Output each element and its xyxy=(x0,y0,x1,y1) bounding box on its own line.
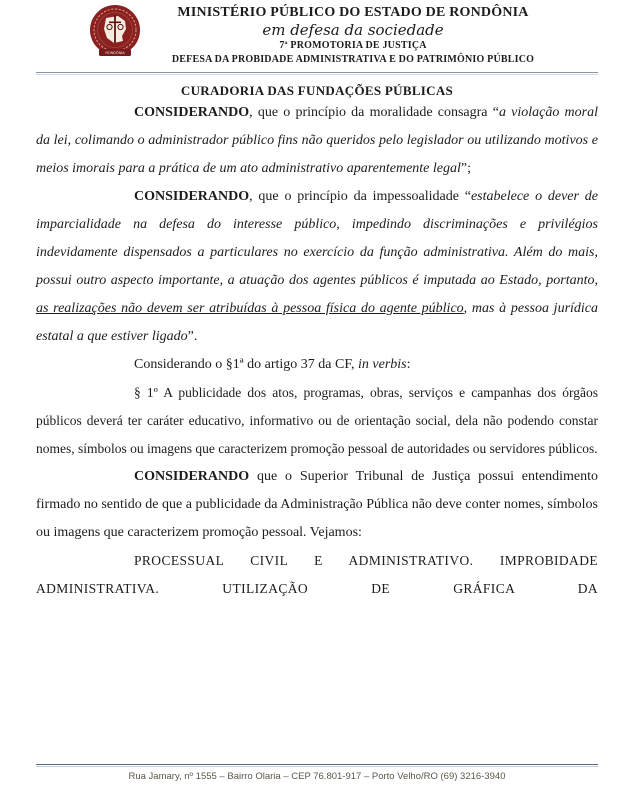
document-footer xyxy=(0,764,634,789)
text-run: CONSIDERANDO xyxy=(134,104,250,120)
text-run: ”. xyxy=(187,328,198,344)
header-text-block xyxy=(72,5,634,65)
paragraph-artigo-37 xyxy=(36,351,598,379)
text-run: , mas à pessoa jurídica estatal a que estiver ligado xyxy=(36,300,599,344)
division-line-1: 7ª PROMOTORIA DE JUSTIÇA xyxy=(279,40,427,52)
paragraph-stj xyxy=(36,463,598,547)
document-body xyxy=(0,99,634,603)
footer-address: Rua Jamary, nº 1555 – Bairro Olaria – CEP 76.801-917 – Porto Velho/RO (69) 3216-3940 xyxy=(128,771,506,782)
text-run: a violação moral da lei, colimando o administrador público fins não queridos pelo legislador ou utilizando motivos e meios imorais para a prática de um ato administrativo aparentemente legal xyxy=(36,104,598,176)
blockquote-ementa: PROCESSUAL CIVIL E ADMINISTRATIVO. IMPROBIDADE ADMINISTRATIVA. UTILIZAÇÃO DE GRÁFICA DA xyxy=(36,552,598,596)
text-run: CONSIDERANDO xyxy=(134,188,250,204)
text-run: in verbis xyxy=(358,356,407,372)
mp-rondonia-seal-icon xyxy=(84,3,146,59)
seal-banner-label: RONDÔNIA xyxy=(105,51,125,56)
text-run: estabelece o dever de imparcialidade na defesa do interesse público, impedindo discriminações e privilégios indevidamente dispensados a particulares no exercício da função administrativa. Além do mais, possui outro aspecto importante, a atuação dos agentes públicos é imputada ao Estado, portanto, xyxy=(36,188,598,288)
text-run: ”; xyxy=(460,160,471,176)
paragraph-impessoalidade xyxy=(36,183,598,351)
header-divider xyxy=(36,72,598,73)
text-run-underlined: as realizações não devem ser atribuídas à pessoa física do agente público xyxy=(36,300,464,316)
section-title: CURADORIA DAS FUNDAÇÕES PÚBLICAS xyxy=(180,82,454,98)
text-run: , que o princípio da moralidade consagra “ xyxy=(249,104,499,120)
org-motto: em defesa da sociedade xyxy=(262,20,444,39)
text-run: , que o princípio da impessoalidade “ xyxy=(249,188,471,204)
text-run: que o Superior Tribunal de Justiça possui entendimento firmado no sentido de que a publicidade da Administração Pública não deve conter nomes, símbolos ou imagens que caracterizem promoção pessoal. Vejamos: xyxy=(36,468,598,540)
text-run: CONSIDERANDO xyxy=(134,468,250,484)
document-header xyxy=(0,0,634,99)
division-line-2: DEFESA DA PROBIDADE ADMINISTRATIVA E DO PATRIMÔNIO PÚBLICO xyxy=(171,53,535,65)
blockquote-paragrafo-1: § 1º A publicidade dos atos, programas, obras, serviços e campanhas dos órgãos públicos deverá ter caráter educativo, informativo ou de orientação social, dela não podendo constar nomes, símbolos ou imagens que caracterizem promoção pessoal de autoridades ou servidores públicos. xyxy=(36,384,598,456)
org-name: MINISTÉRIO PÚBLICO DO ESTADO DE RONDÔNIA xyxy=(177,5,529,20)
paragraph-moralidade xyxy=(36,99,598,183)
text-run: : xyxy=(406,356,411,372)
text-run: Considerando o §1ª do artigo 37 da CF, xyxy=(134,356,358,372)
footer-divider xyxy=(36,764,598,765)
